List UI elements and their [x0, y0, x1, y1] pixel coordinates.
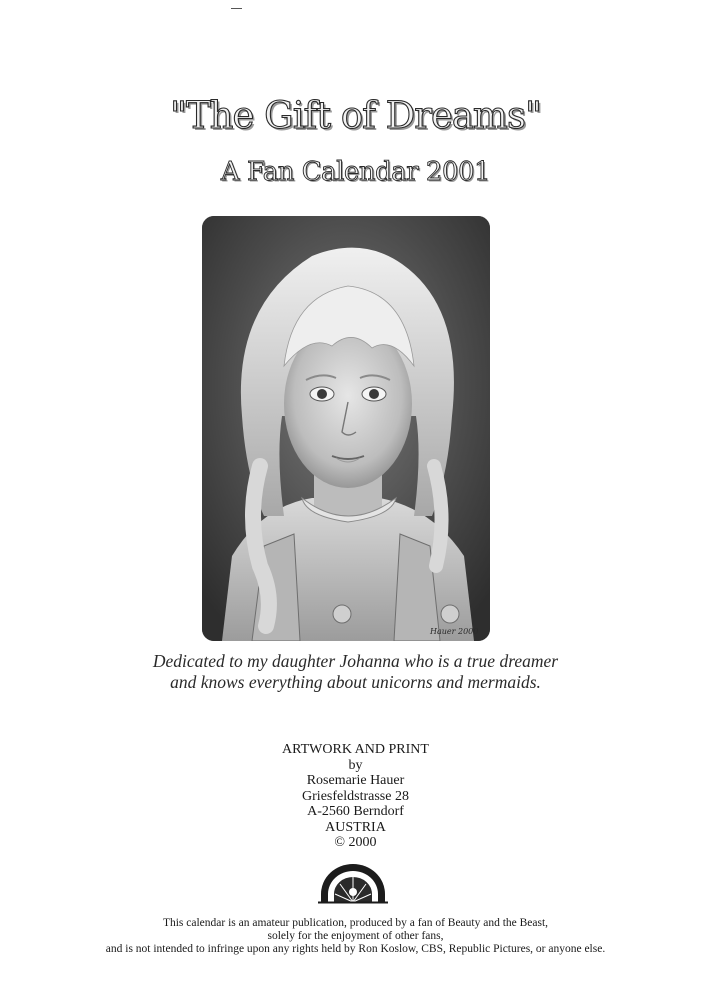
copyright: © 2000 [334, 835, 377, 850]
dedication-line: Dedicated to my daughter Johanna who is a true dreamer [152, 651, 559, 671]
dedication [0, 651, 711, 693]
artist-signature: Hauer 2000 [430, 627, 479, 636]
portrait-drawing [202, 216, 490, 641]
disclaimer-line: and is not intended to infringe upon any rights held by Ron Koslow, CBS, Republic Pictures, or anyone else. [105, 943, 606, 955]
credits-block [0, 742, 711, 851]
address-city: A-2560 Berndorf [307, 804, 404, 819]
address-street: Griesfeldstrasse 28 [302, 788, 409, 804]
page-mark [231, 8, 242, 9]
page-subtitle: A Fan Calendar 2001 [220, 157, 491, 187]
page-title: "The Gift of Dreams" [169, 94, 542, 137]
address-country: AUSTRIA [325, 819, 386, 835]
disclaimer [0, 917, 711, 956]
artist-name: Rosemarie Hauer [306, 773, 405, 788]
tunnel-emblem-icon [318, 862, 388, 904]
dedication-line: and knows everything about unicorns and mermaids. [170, 672, 541, 692]
credits-by: by [348, 757, 363, 773]
disclaimer-line: solely for the enjoyment of other fans, [267, 930, 444, 942]
credits-heading: ARTWORK AND PRINT [282, 742, 429, 757]
disclaimer-line: This calendar is an amateur publication, produced by a fan of Beauty and the Beast, [162, 917, 549, 929]
